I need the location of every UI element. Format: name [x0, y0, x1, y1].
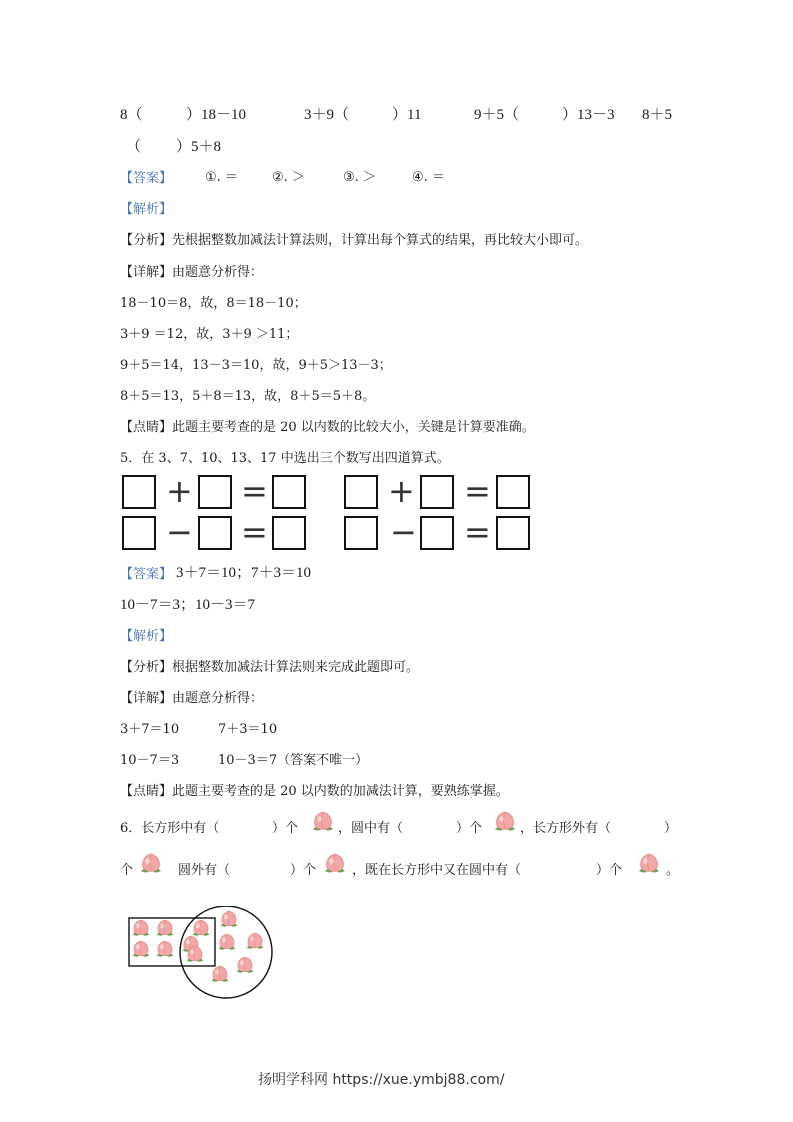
q5-analysis-label: 【解析】	[120, 629, 173, 644]
q4-line1-9+5: 9＋5（	[474, 107, 520, 123]
q6-text-3: ，圆中有（	[338, 821, 404, 836]
answer-box[interactable]	[272, 516, 306, 550]
answer-box[interactable]	[420, 516, 454, 550]
q4-step-2: 3＋9 ＝12，故，3＋9 ＞11；	[120, 327, 299, 342]
q6-text-2: ）个	[272, 821, 299, 836]
rectangle-circle-figure	[124, 906, 280, 1002]
q5-answer-line1: 3＋7＝10；7＋3＝10	[176, 565, 312, 581]
answer-box[interactable]	[344, 475, 378, 509]
q4-dianjing: 【点睛】此题主要考查的是 20 以内数的比较大小，关键是计算要准确。	[120, 420, 535, 435]
equals-sign: =	[464, 472, 491, 510]
q4-xiangjie: 【详解】由题意分析得：	[120, 265, 264, 280]
q4-answer-2: ②. ＞	[272, 170, 305, 185]
q4-line1-18-10: ）18－10	[186, 107, 247, 123]
plus-sign: +	[388, 472, 415, 510]
peach-icon	[133, 941, 150, 957]
q5-title: 5．在 3、7、10、13、17 中选出三个数写出四道算式。	[120, 451, 450, 466]
answer-box[interactable]	[122, 475, 156, 509]
peach-icon	[157, 920, 174, 936]
answer-box[interactable]	[272, 475, 306, 509]
q6-text-8: 圆外有（	[178, 863, 231, 878]
q4-answer-label: 【答案】	[120, 171, 173, 186]
q6-text-1: 6．长方形中有（	[120, 821, 220, 836]
peach-icon	[310, 810, 336, 834]
q5-xiangjie: 【详解】由题意分析得：	[120, 691, 264, 706]
answer-box[interactable]	[496, 516, 530, 550]
equals-sign: =	[464, 513, 491, 551]
minus-sign: −	[390, 513, 417, 551]
peach-icon	[212, 966, 229, 982]
peach-icon	[492, 810, 518, 834]
q4-line1-13-3: ）13－3	[562, 107, 615, 123]
q6-text-9: ）个	[290, 863, 317, 878]
q4-line1-11: ）11	[392, 107, 422, 123]
q6-text-12: 。	[666, 863, 680, 878]
footer-watermark: 扬明学科网 https://xue.ymbj88.com/	[258, 1072, 505, 1088]
plus-sign: +	[166, 472, 193, 510]
q4-line1-3+9: 3＋9（	[304, 107, 350, 123]
answer-box[interactable]	[344, 516, 378, 550]
minus-sign: −	[166, 513, 193, 551]
q5-step-1-right: 7＋3＝10	[218, 722, 278, 737]
peach-icon	[219, 934, 236, 950]
q5-dianjing: 【点睛】此题主要考查的是 20 以内数的加减法计算，要熟练掌握。	[120, 784, 509, 799]
peach-icon	[157, 941, 174, 957]
q6-text-5: ，长方形外有（	[520, 821, 612, 836]
q4-step-4: 8＋5＝13，5＋8＝13，故，8＋5＝5＋8。	[120, 389, 376, 404]
q4-answer-1: ①. ＝	[205, 170, 238, 185]
answer-box[interactable]	[198, 475, 232, 509]
equals-sign: =	[241, 472, 268, 510]
q4-answer-4: ④. ＝	[412, 170, 445, 185]
peach-icon	[133, 920, 150, 936]
q4-line1-8: 8（	[120, 107, 143, 123]
q4-line2-5+8: ）5＋8	[176, 139, 222, 155]
answer-box[interactable]	[420, 475, 454, 509]
answer-box[interactable]	[496, 475, 530, 509]
q5-answer-label: 【答案】	[120, 567, 173, 582]
q6-text-4: ）个	[456, 821, 483, 836]
peach-icon	[636, 852, 662, 876]
q6-text-7: 个	[120, 863, 134, 878]
peach-icon	[221, 911, 238, 927]
q5-step-2-left: 10－7＝3	[120, 753, 180, 768]
q4-answer-3: ③. ＞	[343, 170, 376, 185]
q5-fenxi: 【分析】根据整数加减法计算法则来完成此题即可。	[120, 660, 420, 675]
peach-icon	[322, 852, 348, 876]
q4-line1-8+5: 8＋5	[642, 107, 673, 123]
peach-icon	[138, 852, 164, 876]
q5-answer-line2: 10－7＝3；10－3＝7	[120, 597, 256, 613]
q4-line2-paren: （	[126, 139, 142, 155]
answer-box[interactable]	[198, 516, 232, 550]
peach-icon	[237, 957, 254, 973]
q4-fenxi: 【分析】先根据整数加减法计算法则，计算出每个算式的结果，再比较大小即可。	[120, 233, 589, 248]
q5-step-2-right: 10－3＝7（答案不唯一）	[218, 753, 369, 768]
peach-icon	[247, 933, 264, 949]
peach-icon	[193, 920, 210, 936]
q4-analysis-label: 【解析】	[120, 202, 173, 217]
q6-text-6: ）	[664, 821, 678, 836]
equals-sign: =	[241, 513, 268, 551]
q4-step-1: 18－10＝8，故，8＝18－10；	[120, 296, 307, 311]
q6-text-10: ，既在长方形中又在圆中有（	[352, 863, 522, 878]
q6-text-11: ）个	[596, 863, 623, 878]
q5-step-1-left: 3＋7＝10	[120, 722, 180, 737]
answer-box[interactable]	[122, 516, 156, 550]
q4-step-3: 9＋5＝14，13－3＝10，故，9＋5＞13－3；	[120, 358, 392, 373]
